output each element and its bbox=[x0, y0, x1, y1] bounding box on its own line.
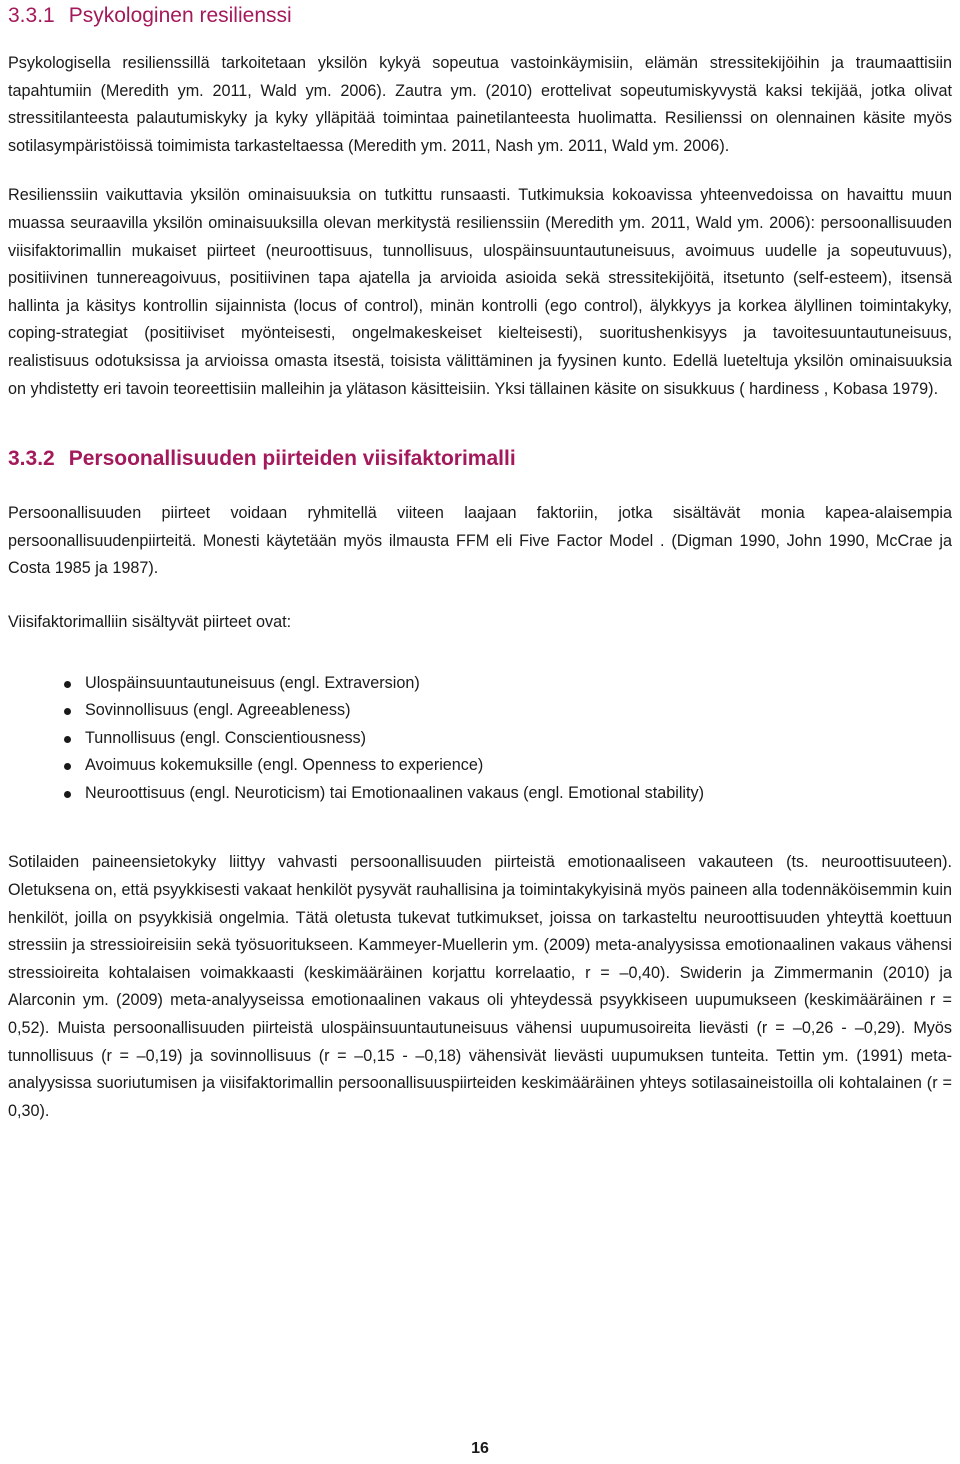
paragraph-resilience-definition: Psykologisella resilienssillä tarkoitetaan yksilön kykyä sopeutua vastoinkäymisiin, elämän stressitekijöihin ja traumaattisiin tapahtumiin (Meredith ym. 2011, Wald ym. 2006). Zautra ym. (2010) erottelivat sopeutumiskyvystä kaksi tekijää, jotka olivat stressitilanteesta palautumiskyky ja kyky ylläpitää toimintaa painetilanteesta huolimatta. Resilienssi on olennainen käsite myös sotilasympäristöissä toimimista tarkasteltaessa (Meredith ym. 2011, Nash ym. 2011, Wald ym. 2006). bbox=[8, 54, 952, 155]
paragraph-resilience-traits: Resilienssiin vaikuttavia yksilön ominaisuuksia on tutkittu runsaasti. Tutkimuksia kokoavissa yhteenvedoissa on havaittu muun muassa seuraavilla yksilön ominaisuuksilla olevan merkitystä resilienssiin (Meredith ym. 2011, Wald ym. 2006): persoonallisuuden viisifaktorimallin mukaiset piirteet (neuroottisuus, tunnollisuus, ulospäinsuuntautuneisuus, avoimuus uudelle ja sopeutuvuus), positiivinen tunnereagoivuus, positiivinen tapa ajatella ja arvioida asioida sekä stressitekijöitä, itsetunto (self-esteem), itsensä hallinta ja käsitys kontrollin sijainnista (locus of control), minän kontrolli (ego control), älykkyys ja korkea älyllinen toimintakyky, coping-strategiat (positiiviset myönteisesti, ongelmakeskeiset kielteisesti), suoritushenkisyys ja tavoitesuuntautuneisuus, realistisuus odotuksissa ja arvioissa omasta itsestä, toisista välittäminen ja fyysinen kunto. Edellä lueteltuja yksilön ominaisuuksia on yhdistetty eri tavoin teoreettisiin malleihin ja ylätason käsitteisiin. Yksi tällainen käsite on sisukkuus ( hardiness , Kobasa 1979). bbox=[8, 186, 952, 398]
list-item bbox=[8, 780, 952, 808]
list-item bbox=[8, 670, 952, 698]
list-item bbox=[8, 752, 952, 780]
list-item-text: Tunnollisuus (engl. Conscientiousness) bbox=[85, 728, 367, 747]
bullet-icon bbox=[64, 681, 71, 688]
paragraph-emotional-stability: Sotilaiden paineensietokyky liittyy vahvasti persoonallisuuden piirteistä emotionaaliseen vakauteen (ts. neuroottisuuteen). Oletuksena on, että psyykkisesti vakaat henkilöt pysyvät rauhallisina ja toimintakykyisinä myös paineen alla todennäköisemmin kuin henkilöt, joilla on psyykkisiä ongelmia. Tätä oletusta tukevat tutkimukset, joissa on tarkasteltu neuroottisuuden yhteyttä koettuun stressiin ja stressioireisiin sekä työsuoritukseen. Kammeyer-Muellerin ym. (2009) meta-analyysissa emotionaalinen vakaus vähensi stressioireita kohtalaisen voimakkaasti (keskimääräinen korjattu korrelaatio, r = –0,40). Swiderin ja Zimmermanin (2010) ja Alarconin ym. (2009) meta-analyyseissa emotionaalinen vakaus oli yhteydessä psyykkiseen uupumukseen (keskimääräinen r = 0,52). Muista persoonallisuuden piirteistä ulospäinsuuntautuneisuus vähensi uupumusoireita lievästi (r = –0,26 - –0,29). Myös tunnollisuus (r = –0,19) ja sovinnollisuus (r = –0,15 - –0,18) vähensivät lievästi uupumuksen tunteita. Tettin ym. (1991) meta-analyysissa suoriutumisen ja viisifaktorimallin persoonallisuuspiirteiden keskimääräinen yhteys sotilasaineistoilla oli kohtalainen (r = 0,30). bbox=[8, 853, 952, 1120]
paragraph-ffm-intro: Persoonallisuuden piirteet voidaan ryhmitellä viiteen laajaan faktoriin, jotka sisältävät monia kapea-alaisempia persoonallisuudenpiirteitä. Monesti käytetään myös ilmausta FFM eli Five Factor Model . (Digman 1990, John 1990, McCrae ja Costa 1985 ja 1987). bbox=[8, 504, 952, 578]
list-item-text: Avoimuus kokemuksille (engl. Openness to experience) bbox=[85, 756, 484, 775]
list-item-text: Neuroottisuus (engl. Neuroticism) tai Emotionaalinen vakaus (engl. Emotional stability) bbox=[85, 783, 705, 802]
document-page bbox=[8, 0, 952, 1125]
list-item bbox=[8, 697, 952, 725]
list-item bbox=[8, 725, 952, 753]
section-number: 3.3.1 bbox=[8, 4, 55, 27]
list-item-text: Ulospäinsuuntautuneisuus (engl. Extraversion) bbox=[85, 673, 420, 692]
bullet-icon bbox=[64, 736, 71, 743]
bullet-icon bbox=[64, 763, 71, 770]
section-number: 3.3.2 bbox=[8, 447, 55, 471]
section-heading-resilience bbox=[8, 2, 952, 30]
section-title: Psykologinen resilienssi bbox=[68, 4, 292, 27]
bullet-icon bbox=[64, 708, 71, 715]
section-title: Persoonallisuuden piirteiden viisifaktorimalli bbox=[68, 447, 516, 471]
bullet-icon bbox=[64, 791, 71, 798]
page-number: 16 bbox=[471, 1440, 489, 1457]
list-item-text: Sovinnollisuus (engl. Agreeableness) bbox=[85, 701, 351, 720]
section-heading-five-factor bbox=[8, 445, 952, 473]
paragraph-list-lead: Viisifaktorimalliin sisältyvät piirteet ovat: bbox=[8, 612, 292, 631]
trait-list bbox=[8, 670, 952, 808]
